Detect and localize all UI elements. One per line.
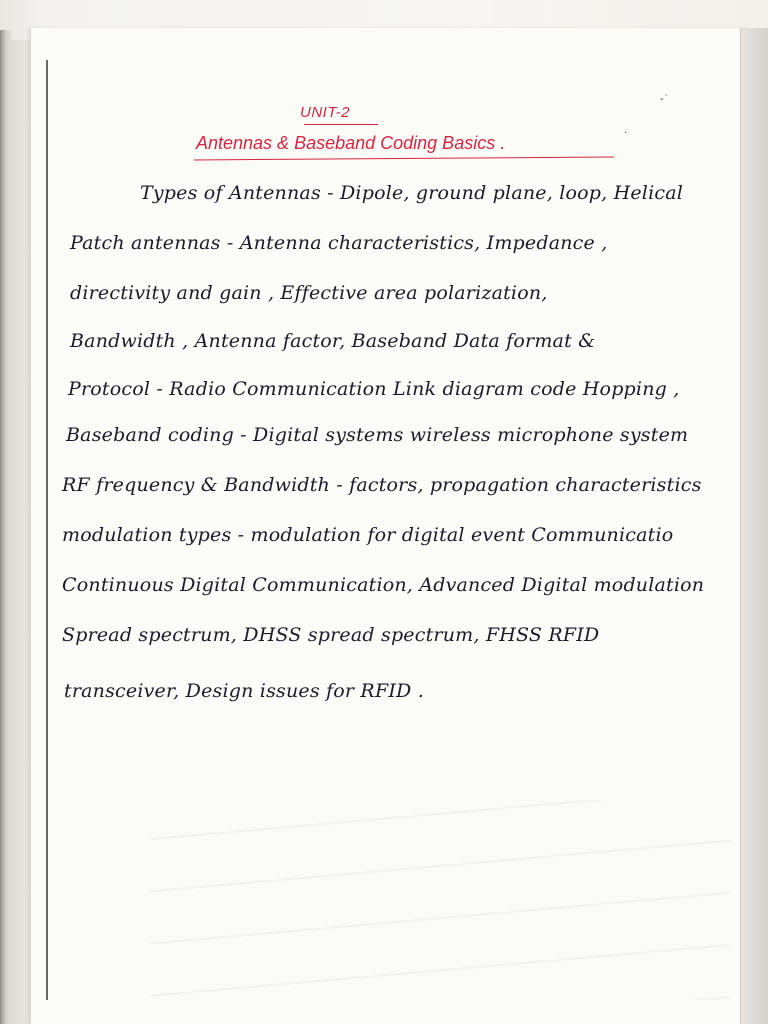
page-heading: Antennas & Baseband Coding Basics . (196, 133, 506, 153)
text-line: directivity and gain , Effective area polarization, (70, 282, 548, 304)
page-right-edge (740, 28, 768, 1024)
text-line: Continuous Digital Communication, Advanced Digital modulation (62, 574, 705, 596)
text-line: Bandwidth , Antenna factor, Baseband Data format & (70, 330, 596, 352)
bleed-through-text (150, 800, 730, 1000)
pen-mark: · (624, 128, 628, 139)
text-line: Protocol - Radio Communication Link diagram code Hopping , (68, 378, 680, 400)
margin-line (46, 60, 48, 1000)
text-line: modulation types - modulation for digital event Communicatio (62, 524, 674, 546)
text-line: Spread spectrum, DHSS spread spectrum, FHSS RFID (62, 624, 600, 646)
text-line: RF frequency & Bandwidth - factors, propagation characteristics (62, 474, 702, 496)
text-line: Baseband coding - Digital systems wireless microphone system (66, 424, 689, 446)
text-line: Patch antennas - Antenna characteristics, Impedance , (70, 232, 608, 254)
text-line: Types of Antennas - Dipole, ground plane, loop, Helical (140, 182, 684, 204)
unit-label: UNIT-2 (300, 104, 350, 121)
pen-mark: -˙ (660, 94, 669, 105)
unit-label-underline (304, 124, 378, 125)
text-line: transceiver, Design issues for RFID . (64, 680, 424, 702)
